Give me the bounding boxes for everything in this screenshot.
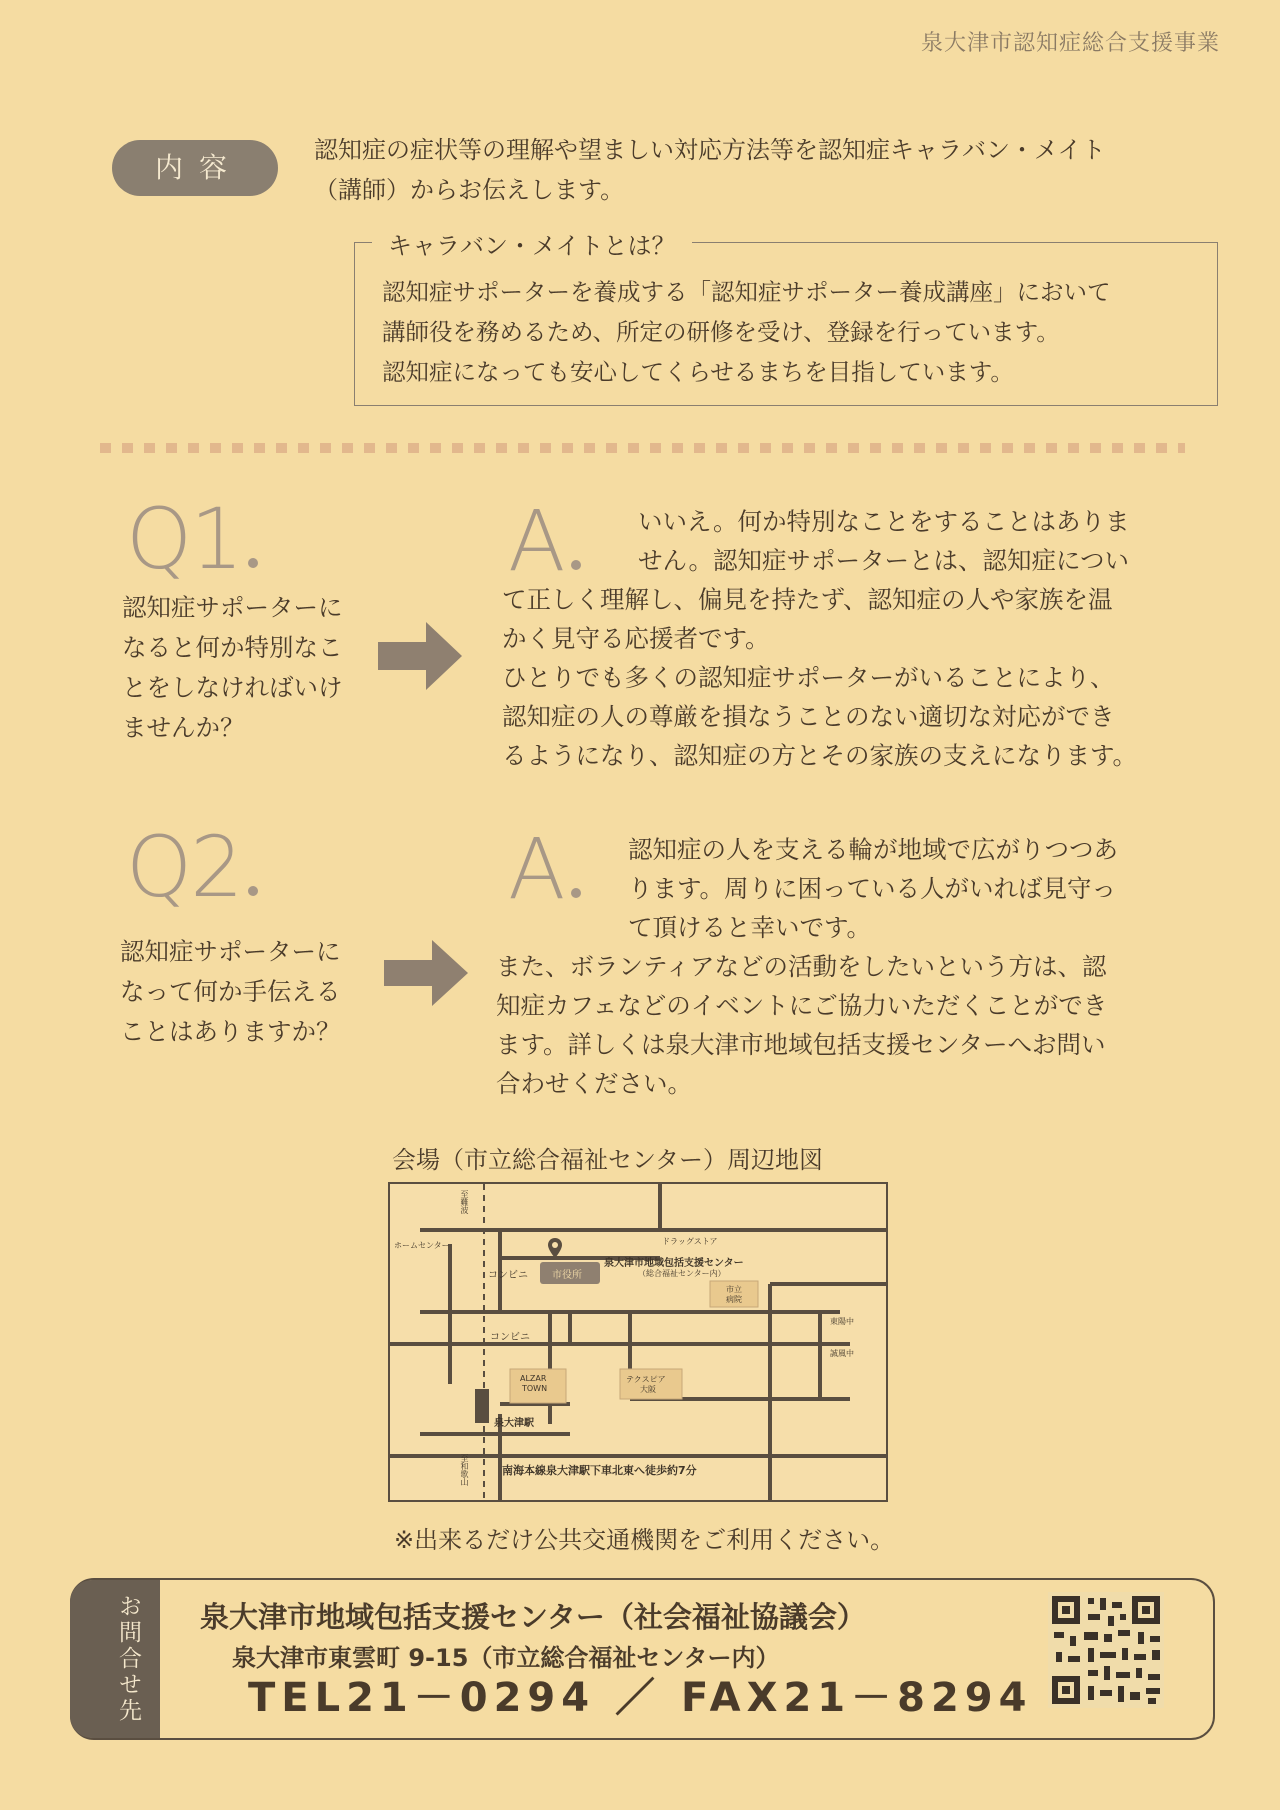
q2-question [120, 932, 341, 1052]
map-label-alzar: ALZAR [520, 1374, 547, 1383]
q1-answer-line: 認知症の人の尊厳を損なうことのない適切な対応ができ [502, 702, 1115, 731]
q2-answer-line: て頂けると幸いです。 [628, 913, 872, 942]
q1-question-line: ませんか？ [122, 713, 245, 742]
q2-label-text: Q2 [126, 818, 242, 916]
q1-question-line: 認知症サポーターに [122, 593, 343, 622]
map-label-convenience: コンビニ [490, 1332, 530, 1343]
q1-answer [502, 502, 1202, 775]
map-label-support-center: 泉大津市地域包括支援センター [604, 1258, 744, 1269]
q1-answer-line: かく見守る応援者です。 [502, 624, 770, 653]
map-label-station: 泉大津駅 [494, 1418, 534, 1429]
q1-question-line: なると何か特別なこ [122, 633, 343, 662]
map-label-alzar: TOWN [522, 1384, 548, 1393]
q1-label [126, 490, 258, 588]
map-label-school: 誠風中 [830, 1349, 854, 1358]
contact-phone-fax: TEL21－0294 ／ FAX21－8294 [248, 1675, 1033, 1721]
content-badge: 内容 [112, 140, 278, 196]
q1-answer-line: いいえ。何か特別なことをすることはありま [638, 507, 1130, 536]
map-label-school: 東陽中 [830, 1317, 854, 1326]
q1-question [122, 588, 343, 748]
qr-code-graphic [1048, 1592, 1164, 1708]
q2-label [126, 818, 258, 916]
contact-organization: 泉大津市地域包括支援センター（社会福祉協議会） [200, 1600, 866, 1634]
transport-note: ※出来るだけ公共交通機関をご利用ください。 [394, 1526, 895, 1554]
q2-answer [496, 830, 1196, 1103]
q2-question-line: 認知症サポーターに [120, 937, 341, 966]
content-description [314, 130, 1214, 210]
q2-answer-label-text: A [508, 820, 566, 918]
map-label-tecspia: テクスピア [626, 1375, 666, 1384]
map-label-home-center: ホームセンター [394, 1241, 450, 1250]
q2-answer-line: 合わせください。 [496, 1069, 692, 1098]
caravan-info-body [382, 272, 1202, 392]
contact-side-label: お問合せ先 [115, 1594, 141, 1724]
q1-answer-label-text: A [508, 492, 566, 590]
map-label-city-hall: 市役所 [552, 1270, 582, 1281]
caravan-line: 認知症サポーターを養成する「認知症サポーター養成講座」において [382, 278, 1111, 306]
map-pin-icon [548, 1238, 562, 1258]
q2-answer-line: 知症カフェなどのイベントにご協力いただくことができ [496, 991, 1108, 1020]
qr-code-icon[interactable] [1048, 1592, 1164, 1708]
map-roads [390, 1184, 886, 1500]
content-text-line: （講師）からお伝えします。 [314, 176, 625, 204]
q2-question-line: ことはありますか？ [120, 1017, 341, 1046]
caravan-line: 認知症になっても安心してくらせるまちを目指しています。 [382, 358, 1014, 386]
map-label-direction: 南海本線泉大津駅下車北東へ徒歩約7分 [502, 1464, 697, 1477]
q1-question-line: とをしなければいけ [122, 673, 343, 702]
q1-label-text: Q1 [126, 490, 242, 588]
q1-answer-line: て正しく理解し、偏見を持たず、認知症の人や家族を温 [502, 585, 1113, 614]
q1-answer-line: ひとりでも多くの認知症サポーターがいることにより、 [502, 663, 1115, 692]
q2-question-line: なって何か手伝える [120, 977, 341, 1006]
area-map [388, 1182, 888, 1502]
dotted-divider [100, 443, 1185, 453]
caravan-line: 講師役を務めるため、所定の研修を受け、登録を行っています。 [382, 318, 1060, 346]
q2-answer-line: 認知症の人を支える輪が地域で広がりつつあ [628, 835, 1118, 864]
map-label-drugstore: ドラッグストア [662, 1237, 718, 1246]
q1-dot [248, 558, 258, 568]
map-label-support-center-sub: （総合福祉センター内） [638, 1269, 726, 1278]
arrow-right-icon [378, 622, 462, 690]
map-label-convenience: コンビニ [488, 1270, 528, 1281]
q1-answer-line: せん。認知症サポーターとは、認知症につい [638, 546, 1129, 575]
q2-answer-line: ります。周りに困っている人がいれば見守っ [628, 874, 1117, 903]
map-label-to-wakayama: 至和歌山 [460, 1454, 469, 1486]
contact-address: 泉大津市東雲町 9-15（市立総合福祉センター内） [232, 1644, 780, 1672]
caravan-info-title: キャラバン・メイトとは？ [372, 226, 692, 261]
map-label-to-namba: 至難波 [460, 1190, 469, 1214]
map-label-tecspia: 大阪 [640, 1385, 656, 1394]
map-title: 会場（市立総合福祉センター）周辺地図 [392, 1146, 824, 1174]
header-program-name: 泉大津市認知症総合支援事業 [920, 31, 1220, 56]
q2-answer-line: また、ボランティアなどの活動をしたいという方は、認 [496, 952, 1107, 981]
map-label-hospital: 病院 [726, 1295, 742, 1304]
content-text-line: 認知症の症状等の理解や望ましい対応方法等を認知症キャラバン・メイト [314, 136, 1106, 164]
q1-answer-line: るようになり、認知症の方とその家族の支えになります。 [502, 741, 1138, 770]
map-label-hospital: 市立 [726, 1285, 742, 1294]
q2-dot [248, 886, 258, 896]
arrow-right-icon [384, 940, 468, 1006]
q2-answer-line: ます。詳しくは泉大津市地域包括支援センターへお問い [496, 1030, 1106, 1059]
